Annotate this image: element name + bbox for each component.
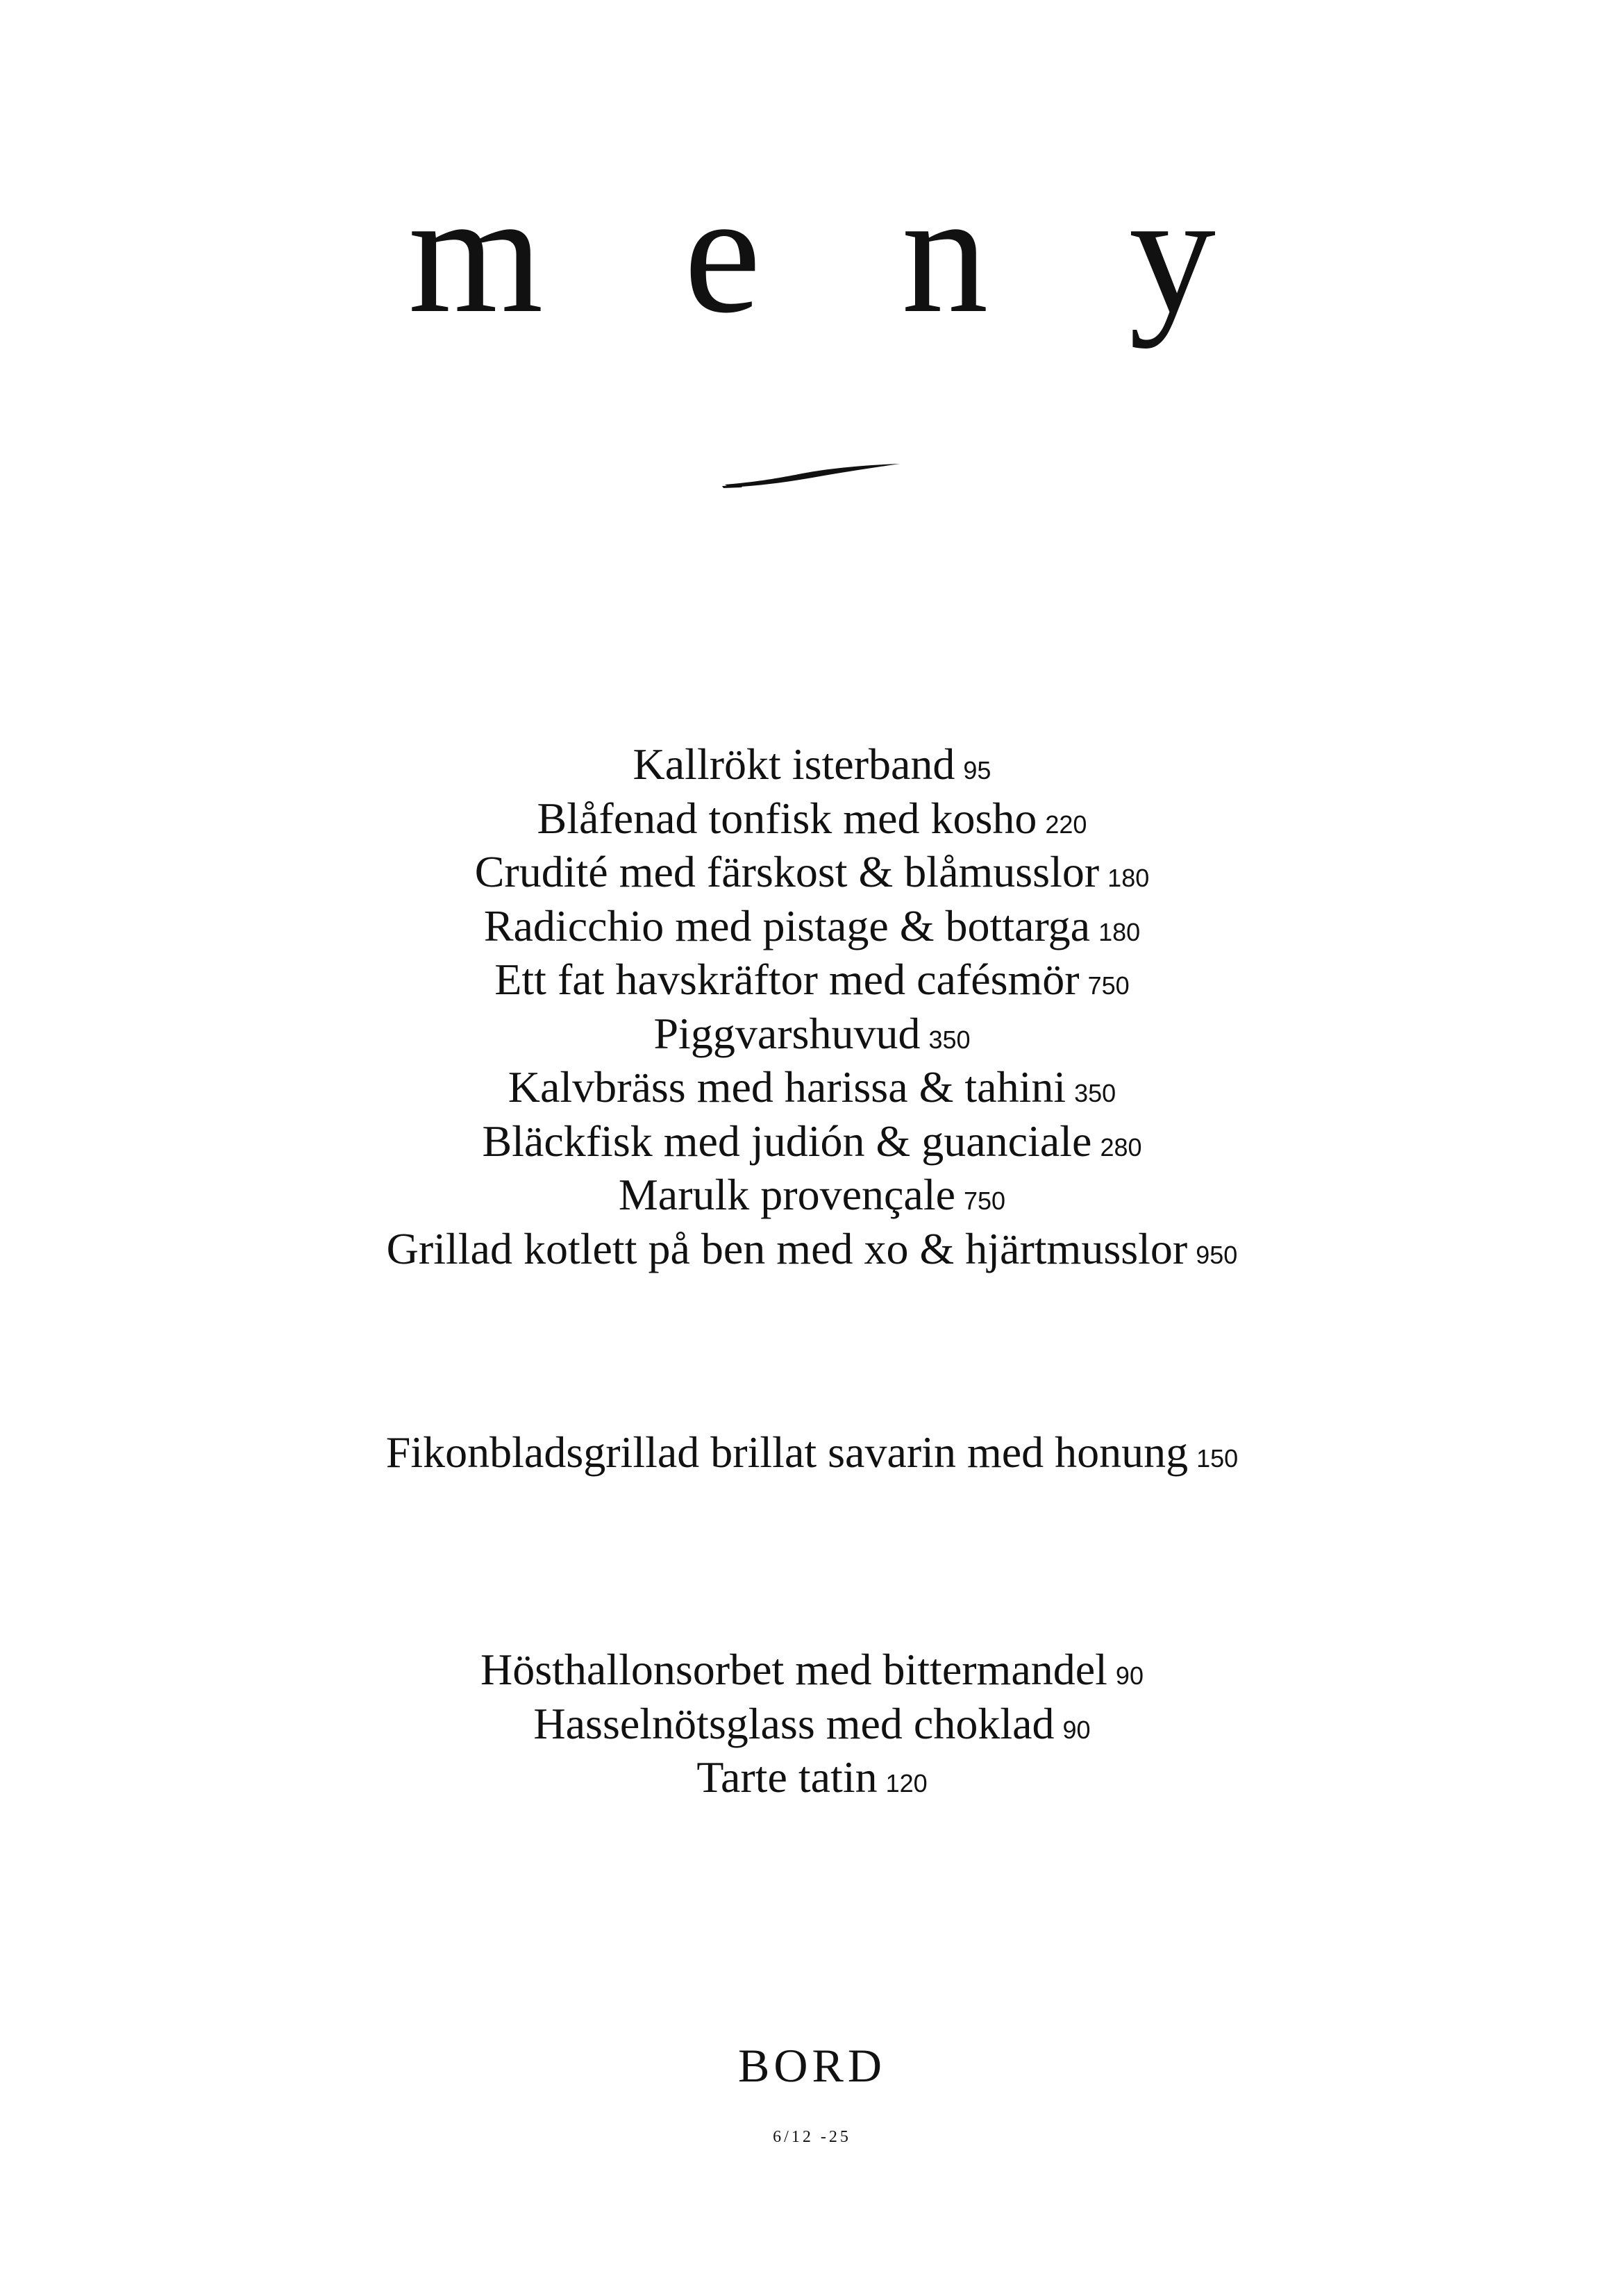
menu-item bbox=[0, 1060, 1624, 1114]
menu-item bbox=[0, 1750, 1624, 1804]
menu-item bbox=[0, 737, 1624, 791]
cheese-list bbox=[0, 1425, 1624, 1480]
brand-name: BORD bbox=[738, 2039, 886, 2092]
starters-list bbox=[0, 737, 1624, 1275]
menu-item bbox=[0, 1222, 1624, 1276]
dish-name: Bläckfisk med judión & guanciale bbox=[482, 1116, 1092, 1166]
dish-name: Kalvbräss med harissa & tahini bbox=[508, 1062, 1066, 1112]
dish-name: Grillad kotlett på ben med xo & hjärtmusslor bbox=[386, 1223, 1188, 1273]
menu-item bbox=[0, 845, 1624, 899]
dish-price: 350 bbox=[1074, 1079, 1116, 1107]
dish-name: Kallrökt isterband bbox=[633, 739, 955, 789]
dish-price: 90 bbox=[1062, 1715, 1091, 1744]
dish-name: Ett fat havskräftor med cafésmör bbox=[494, 955, 1080, 1004]
menu-item bbox=[0, 1425, 1624, 1480]
menu-item bbox=[0, 1114, 1624, 1168]
dish-price: 350 bbox=[928, 1025, 971, 1054]
dish-name: Hösthallonsorbet med bittermandel bbox=[480, 1645, 1107, 1694]
dish-price: 750 bbox=[964, 1187, 1006, 1215]
dish-price: 280 bbox=[1100, 1132, 1142, 1162]
dish-name: Fikonbladsgrillad brillat savarin med honung bbox=[385, 1427, 1189, 1477]
menu-item bbox=[0, 899, 1624, 953]
dish-price: 95 bbox=[963, 756, 991, 785]
dish-price: 950 bbox=[1196, 1240, 1238, 1269]
menu-item bbox=[0, 1168, 1624, 1222]
dish-name: Marulk provençale bbox=[618, 1170, 956, 1219]
menu-item bbox=[0, 953, 1624, 1007]
dish-name: Piggvarshuvud bbox=[653, 1008, 921, 1058]
desserts-list bbox=[0, 1643, 1624, 1804]
dish-price: 220 bbox=[1045, 810, 1087, 839]
dish-price: 150 bbox=[1196, 1444, 1239, 1473]
brush-stroke-icon bbox=[722, 462, 903, 489]
dish-price: 90 bbox=[1115, 1661, 1144, 1690]
menu-item bbox=[0, 1007, 1624, 1061]
menu-item bbox=[0, 1643, 1624, 1697]
page-title: m e n y bbox=[408, 157, 1264, 349]
dish-price: 180 bbox=[1107, 864, 1150, 892]
dish-name: Radicchio med pistage & bottarga bbox=[483, 900, 1091, 950]
dish-name: Crudité med färskost & blåmusslor bbox=[474, 847, 1100, 896]
dish-name: Blåfenad tonfisk med kosho bbox=[537, 793, 1037, 843]
menu-date: 6/12 -25 bbox=[773, 2128, 851, 2146]
dish-price: 750 bbox=[1087, 971, 1130, 1000]
dish-price: 180 bbox=[1098, 917, 1141, 946]
dish-name: Tarte tatin bbox=[696, 1752, 878, 1802]
menu-item bbox=[0, 1697, 1624, 1751]
dish-price: 120 bbox=[885, 1769, 928, 1798]
menu-item bbox=[0, 791, 1624, 846]
dish-name: Hasselnötsglass med choklad bbox=[533, 1698, 1055, 1748]
